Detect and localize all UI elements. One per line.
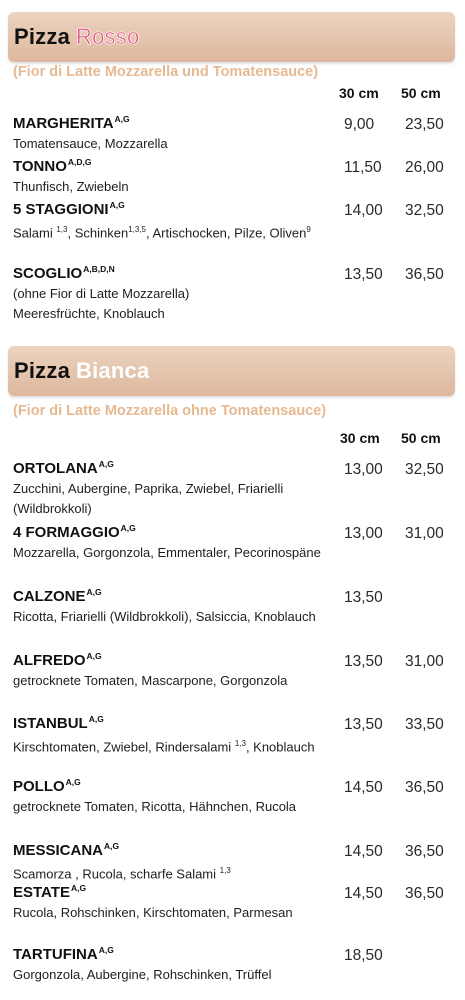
column-header-50cm: 50 cm (401, 430, 441, 446)
price-50cm: 32,50 (405, 461, 444, 478)
column-header-30cm: 30 cm (339, 85, 379, 101)
price-50cm: 32,50 (405, 202, 444, 219)
price-50cm: 36,50 (405, 266, 444, 283)
allergen-codes: A,G (65, 777, 81, 787)
allergen-codes: A,G (86, 651, 102, 661)
item-description: Mozzarella, Gorgonzola, Emmentaler, Pecorinospäne (13, 545, 321, 560)
price-50cm: 31,00 (405, 653, 444, 670)
item-name: CALZONE (13, 588, 86, 605)
price-30cm: 14,00 (344, 202, 383, 219)
item-name: ESTATE (13, 884, 70, 901)
item-description: getrocknete Tomaten, Ricotta, Hähnchen, Rucola (13, 799, 297, 814)
item-description: Ricotta, Friarielli (Wildbrokkoli), Salsiccia, Knoblauch (13, 609, 316, 624)
item-description: Tomatensauce, Mozzarella (13, 136, 168, 151)
allergen-codes: A,G (120, 523, 136, 533)
item-name: SCOGLIO (13, 265, 83, 282)
price-30cm: 14,50 (344, 779, 383, 796)
price-30cm: 14,50 (344, 885, 383, 902)
allergen-codes: A,D,G (67, 157, 92, 167)
price-50cm: 36,50 (405, 843, 444, 860)
column-header-50cm: 50 cm (401, 85, 441, 101)
price-30cm: 13,50 (344, 589, 383, 606)
allergen-codes: A,G (114, 114, 130, 124)
item-description: Zucchini, Aubergine, Paprika, Zwiebel, Friarielli (Wildbrokkoli) (13, 481, 284, 516)
item-description: Rucola, Rohschinken, Kirschtomaten, Parmesan (13, 905, 293, 920)
item-description: Gorgonzola, Aubergine, Rohschinken, Trüffel (13, 967, 272, 982)
section-banner (8, 12, 455, 62)
price-30cm: 13,00 (344, 461, 383, 478)
price-50cm: 23,50 (405, 116, 444, 133)
item-name: ORTOLANA (13, 460, 98, 477)
price-30cm: 11,50 (344, 159, 382, 176)
price-30cm: 14,50 (344, 843, 383, 860)
section-subtitle: (Fior di Latte Mozzarella ohne Tomatensauce) (13, 403, 327, 419)
price-30cm: 9,00 (344, 116, 375, 133)
item-description: (ohne Fior di Latte Mozzarella) Meeresfrüchte, Knoblauch (13, 286, 190, 321)
allergen-codes: A,G (98, 459, 114, 469)
item-description: Thunfisch, Zwiebeln (13, 179, 129, 194)
item-name: TARTUFINA (13, 946, 98, 963)
price-50cm: 26,00 (405, 159, 444, 176)
allergen-codes: A,G (104, 841, 120, 851)
section-title: Pizza Bianca (14, 358, 150, 383)
allergen-codes: A,G (98, 945, 114, 955)
price-30cm: 13,50 (344, 653, 383, 670)
item-description: Kirschtomaten, Zwiebel, Rindersalami $^{1,3}$, Knoblauch (13, 739, 315, 755)
allergen-codes: A,G (86, 587, 102, 597)
item-name: ALFREDO (13, 652, 86, 669)
price-30cm: 18,50 (344, 947, 383, 964)
allergen-codes: A,G (70, 883, 87, 893)
allergen-codes: A,B,D,N (83, 264, 115, 274)
item-name: ISTANBUL (13, 715, 88, 732)
price-30cm: 13,50 (344, 266, 383, 283)
item-name: 4 FORMAGGIO (13, 524, 120, 541)
price-50cm: 36,50 (405, 885, 444, 902)
item-description: Scamorza , Rucola, scharfe Salami $^{1,3}$ (13, 866, 231, 882)
item-name: MESSICANA (13, 842, 104, 859)
section-title: Pizza Rosso (14, 24, 140, 49)
column-header-30cm: 30 cm (340, 430, 380, 446)
allergen-codes: A,G (88, 714, 104, 724)
section-subtitle: (Fior di Latte Mozzarella und Tomatensauce) (13, 64, 319, 80)
item-name: 5 STAGGIONI (13, 201, 109, 218)
price-50cm: 33,50 (405, 716, 444, 733)
price-30cm: 13,00 (344, 525, 383, 542)
item-description: Salami $^{1,3}$, Schinken$^{1,3,5}$, Artischocken, Pilze, Oliven$^9$ (13, 225, 311, 241)
price-50cm: 36,50 (405, 779, 444, 796)
price-30cm: 13,50 (344, 716, 383, 733)
item-name: POLLO (13, 778, 65, 795)
item-description: getrocknete Tomaten, Mascarpone, Gorgonzola (13, 673, 288, 688)
item-name: TONNO (13, 158, 67, 175)
section-banner (8, 346, 455, 396)
allergen-codes: A,G (109, 200, 125, 210)
price-50cm: 31,00 (405, 525, 444, 542)
item-name: MARGHERITA (13, 115, 114, 132)
